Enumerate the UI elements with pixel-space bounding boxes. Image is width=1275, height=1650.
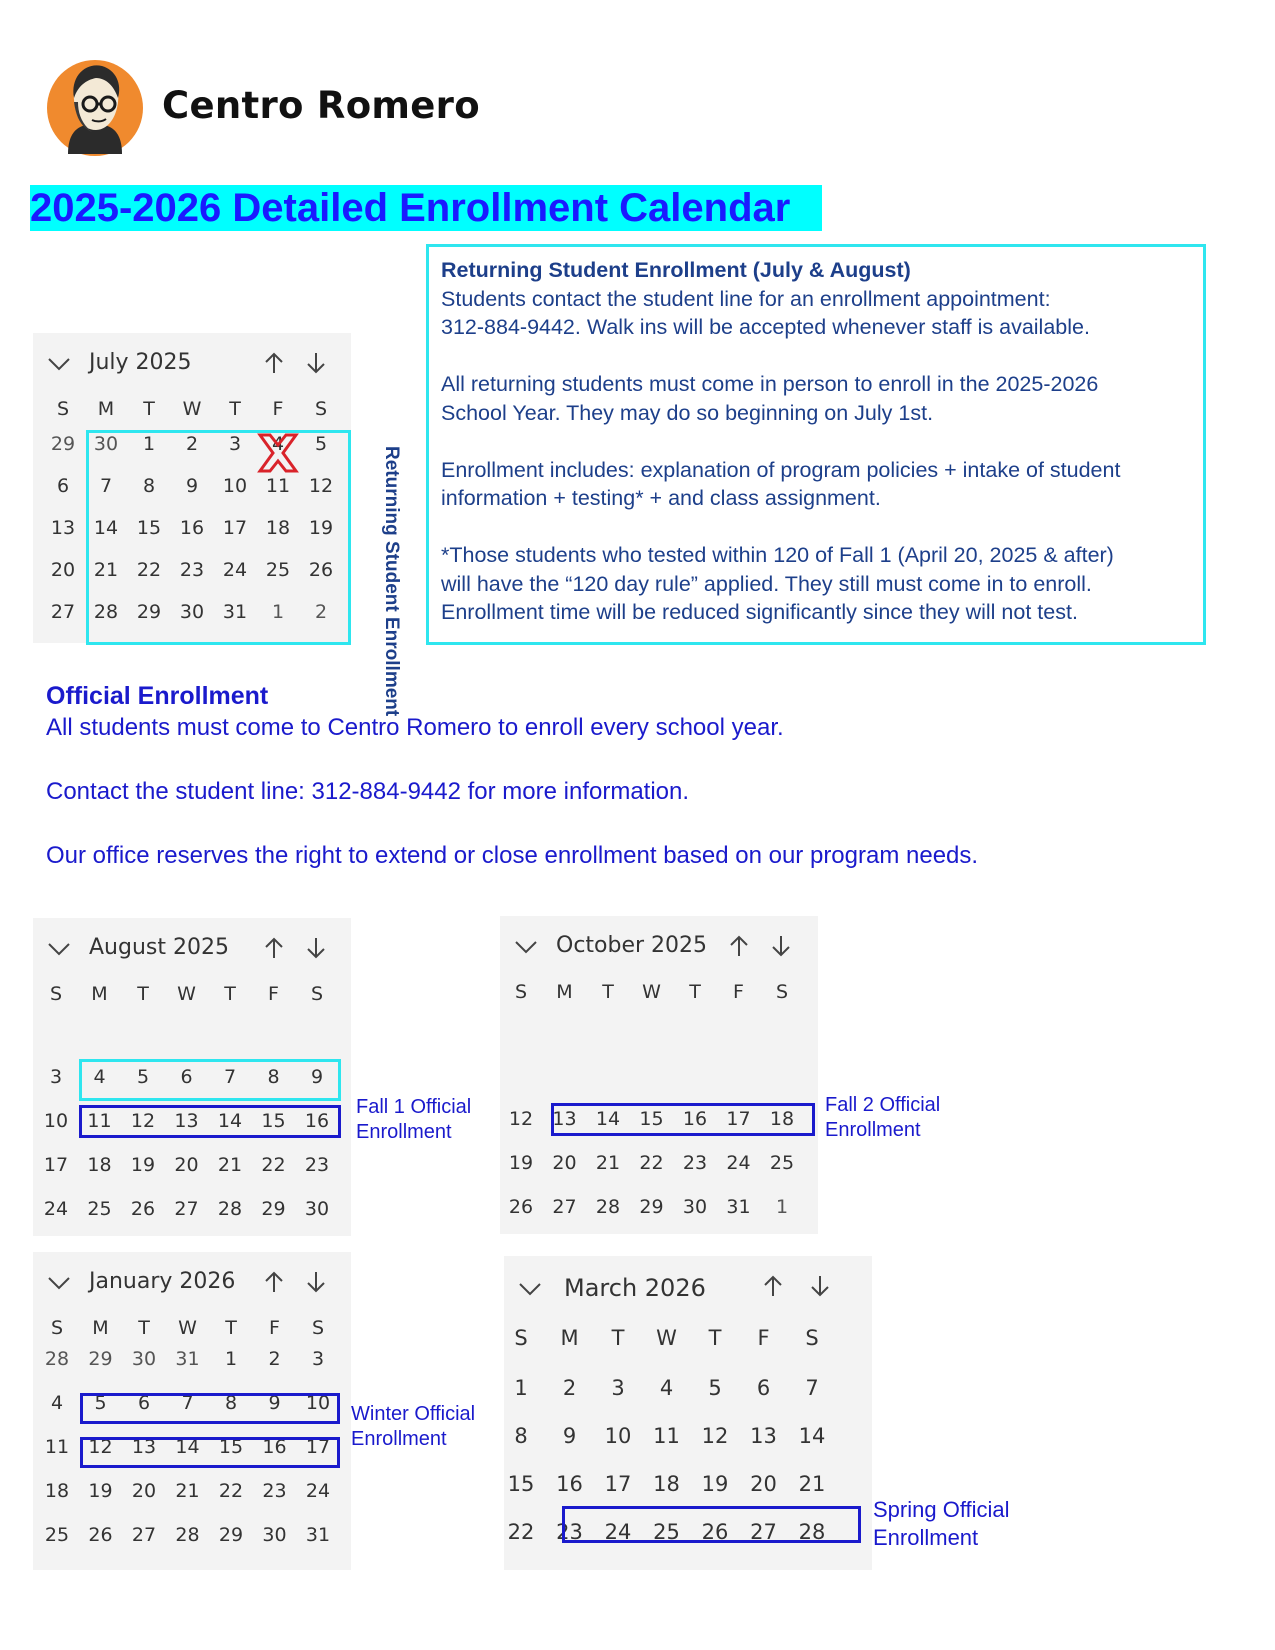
calendar-day: 1: [775, 1196, 789, 1218]
calendar-day: 6: [137, 1392, 151, 1414]
chevron-down-icon[interactable]: [47, 357, 71, 371]
calendar-day: 17: [305, 1436, 331, 1458]
calendar-day: 28: [595, 1196, 621, 1218]
returning-text-line: Students contact the student line for an enrollment appointment:: [441, 286, 1051, 311]
calendar-day: 20: [750, 1472, 777, 1496]
calendar-day: 13: [552, 1108, 577, 1130]
calendar-day: 26: [701, 1520, 729, 1544]
calendar-day: 1: [224, 1348, 238, 1370]
calendar-day: 19: [508, 1152, 534, 1174]
calendar-day: 11: [44, 1436, 70, 1458]
weekday-header: T: [225, 1317, 237, 1339]
calendar-day: 29: [218, 1524, 244, 1546]
calendar-day: 8: [267, 1066, 280, 1088]
calendar-day: 18: [44, 1480, 70, 1502]
returning-text-line: *Those students who tested within 120 of Fall 1 (April 20, 2025 & after): [441, 543, 1114, 567]
calendar-day: 22: [639, 1152, 664, 1174]
calendar-day: 18: [653, 1472, 680, 1496]
calendar-day: 19: [130, 1154, 156, 1176]
calendar-day: 3: [49, 1066, 63, 1088]
weekday-header: T: [611, 1326, 625, 1350]
calendar-day: 29: [88, 1348, 113, 1370]
arrow-down-icon[interactable]: [305, 1270, 327, 1294]
calendar-day: 5: [94, 1392, 107, 1414]
winter-official-highlight-week1: [80, 1393, 340, 1424]
weekday-header: W: [178, 1317, 197, 1339]
returning-heading: Returning Student Enrollment (July & August): [441, 258, 911, 282]
calendar-day: 14: [93, 517, 119, 539]
calendar-day: 15: [507, 1472, 535, 1496]
calendar-day: 1: [271, 601, 285, 623]
calendar-day: 2: [314, 601, 328, 623]
fall2-official-label: [825, 1093, 940, 1143]
calendar-month-title: August 2025: [89, 935, 229, 960]
fall1-official-highlight: [79, 1105, 341, 1138]
calendar-month-title: March 2026: [564, 1274, 706, 1302]
calendar-day: 30: [262, 1524, 287, 1546]
arrow-up-icon[interactable]: [263, 1270, 285, 1294]
chevron-down-icon[interactable]: [514, 940, 538, 954]
fall1-returning-week-highlight: [79, 1059, 341, 1101]
calendar-day: 25: [87, 1198, 112, 1220]
calendar-day: 22: [218, 1480, 244, 1502]
spring-official-highlight: [562, 1506, 861, 1543]
calendar-day: 19: [308, 517, 334, 539]
calendar-day: 29: [261, 1198, 286, 1220]
winter-official-highlight-week2: [80, 1437, 340, 1468]
calendar-day: 21: [595, 1152, 621, 1174]
calendar-day: 3: [311, 1348, 325, 1370]
calendar-day: 18: [87, 1154, 112, 1176]
calendar-day: 17: [726, 1108, 751, 1130]
calendar-day: 7: [223, 1066, 237, 1088]
calendar-day: 21: [217, 1154, 243, 1176]
calendar-day: 7: [181, 1392, 194, 1414]
calendar-day: 16: [682, 1108, 708, 1130]
calendar-day: 4: [93, 1066, 106, 1088]
arrow-up-icon[interactable]: [263, 351, 285, 375]
calendar-day: 29: [136, 601, 162, 623]
arrow-down-icon[interactable]: [809, 1274, 831, 1298]
weekday-header: F: [272, 398, 284, 420]
weekday-header: W: [182, 398, 202, 420]
weekday-header: F: [733, 981, 744, 1003]
weekday-header: T: [224, 983, 236, 1005]
calendar-day: 23: [304, 1154, 330, 1176]
calendar-day: 29: [50, 433, 76, 455]
calendar-day: 18: [265, 517, 291, 539]
returning-text-line: will have the “120 day rule” applied. They still must come in to enroll.: [441, 571, 1092, 596]
calendar-day: 2: [562, 1376, 577, 1400]
winter-official-label: [351, 1402, 475, 1452]
calendar-day: 29: [639, 1196, 664, 1218]
calendar-october-2025: [500, 916, 818, 1234]
weekday-header: S: [50, 1317, 64, 1339]
calendar-day: 31: [175, 1348, 200, 1370]
calendar-day: 17: [43, 1154, 69, 1176]
calendar-day: 10: [222, 475, 248, 497]
calendar-day: 15: [639, 1108, 664, 1130]
calendar-day: 20: [552, 1152, 577, 1174]
calendar-day: 19: [701, 1472, 729, 1496]
label-line: Enrollment: [825, 1119, 921, 1141]
weekday-header: T: [138, 1317, 150, 1339]
calendar-day: 2: [185, 433, 199, 455]
official-text-line: Contact the student line: 312-884-9442 for more information.: [46, 778, 690, 805]
calendar-day: 17: [604, 1472, 632, 1496]
calendar-day: 17: [222, 517, 248, 539]
calendar-month-title: July 2025: [89, 350, 192, 375]
calendar-day: 12: [701, 1424, 729, 1448]
arrow-down-icon[interactable]: [770, 934, 792, 958]
weekday-header: M: [560, 1326, 579, 1350]
org-name: Centro Romero: [162, 84, 480, 127]
calendar-day: 31: [726, 1196, 751, 1218]
calendar-day: 4: [50, 1392, 64, 1414]
calendar-day: 13: [750, 1424, 777, 1448]
calendar-day: 24: [305, 1480, 331, 1502]
calendar-day: 22: [136, 559, 162, 581]
weekday-header: S: [514, 1326, 528, 1350]
label-line: Fall 2 Official: [825, 1094, 941, 1116]
weekday-header: T: [602, 981, 614, 1003]
calendar-day: 13: [174, 1110, 199, 1132]
calendar-day: 9: [268, 1392, 281, 1414]
calendar-day: 12: [308, 475, 334, 497]
weekday-header: F: [757, 1326, 770, 1350]
calendar-month-title: January 2026: [89, 1269, 236, 1294]
calendar-day: 15: [136, 517, 162, 539]
weekday-header: F: [268, 983, 279, 1005]
fall2-official-highlight: [551, 1103, 815, 1136]
calendar-day: 10: [305, 1392, 331, 1414]
calendar-day: 16: [179, 517, 205, 539]
calendar-day: 12: [88, 1436, 113, 1458]
returning-enrollment-info-box: [426, 244, 1206, 645]
calendar-day: 13: [50, 517, 76, 539]
calendar-day: 14: [217, 1110, 243, 1132]
label-line: Winter Official: [351, 1403, 476, 1425]
returning-text-line: Enrollment includes: explanation of program policies + intake of student: [441, 457, 1121, 482]
calendar-day: 28: [217, 1198, 243, 1220]
arrow-up-icon[interactable]: [728, 934, 750, 958]
calendar-day: 28: [798, 1520, 826, 1544]
calendar-day: 30: [131, 1348, 157, 1370]
calendar-day: 25: [653, 1520, 680, 1544]
calendar-day: 27: [50, 601, 76, 623]
official-enrollment-section: [46, 680, 1196, 872]
returning-label-text: Returning Student Enrollment: [381, 446, 402, 717]
weekday-header: M: [91, 983, 108, 1005]
calendar-day: 11: [87, 1110, 112, 1132]
spring-official-label: [873, 1496, 1010, 1552]
official-text-line: All students must come to Centro Romero to enroll every school year.: [46, 714, 784, 741]
calendar-day: 25: [265, 559, 291, 581]
label-line: Fall 1 Official: [356, 1096, 472, 1118]
weekday-header: W: [177, 983, 196, 1005]
calendar-day: 4: [271, 433, 285, 455]
calendar-day: 27: [174, 1198, 199, 1220]
calendar-day: 9: [185, 475, 199, 497]
calendar-day: 24: [726, 1152, 751, 1174]
calendar-day: 30: [304, 1198, 330, 1220]
calendar-day: 8: [142, 475, 156, 497]
calendar-day: 31: [305, 1524, 331, 1546]
calendar-day: 16: [304, 1110, 330, 1132]
calendar-day: 11: [265, 475, 291, 497]
centro-romero-logo: [46, 58, 144, 158]
weekday-header: S: [310, 983, 324, 1005]
calendar-day: 12: [508, 1108, 534, 1130]
chevron-down-icon[interactable]: [47, 1276, 71, 1290]
calendar-day: 30: [682, 1196, 708, 1218]
weekday-header: M: [92, 1317, 109, 1339]
label-line: Enrollment: [351, 1428, 447, 1450]
weekday-header: M: [97, 398, 115, 420]
calendar-day: 3: [611, 1376, 625, 1400]
calendar-day: 28: [175, 1524, 200, 1546]
calendar-day: 25: [44, 1524, 70, 1546]
chevron-down-icon[interactable]: [47, 942, 71, 956]
label-line: Enrollment: [873, 1525, 979, 1550]
label-line: Enrollment: [356, 1121, 452, 1143]
calendar-day: 21: [93, 559, 119, 581]
weekday-header: S: [56, 398, 70, 420]
weekday-header: S: [314, 398, 328, 420]
label-line: Spring Official: [873, 1497, 1010, 1522]
calendar-day: 28: [44, 1348, 70, 1370]
calendar-day: 14: [595, 1108, 621, 1130]
page-title: 2025-2026 Detailed Enrollment Calendar: [30, 185, 822, 231]
calendar-day: 24: [43, 1198, 69, 1220]
calendar-day: 30: [179, 601, 205, 623]
calendar-day: 11: [653, 1424, 680, 1448]
calendar-month-title: October 2025: [556, 933, 708, 958]
calendar-day: 26: [508, 1196, 534, 1218]
calendar-day: 5: [708, 1376, 722, 1400]
calendar-day: 23: [179, 559, 205, 581]
calendar-day: 14: [175, 1436, 200, 1458]
weekday-header: T: [229, 398, 241, 420]
calendar-day: 24: [604, 1520, 632, 1544]
returning-enrollment-highlight: [86, 430, 351, 645]
calendar-day: 30: [93, 433, 119, 455]
calendar-day: 23: [262, 1480, 287, 1502]
calendar-day: 10: [604, 1424, 632, 1448]
calendar-day: 27: [131, 1524, 157, 1546]
calendar-day: 28: [93, 601, 119, 623]
calendar-day: 19: [88, 1480, 113, 1502]
returning-text-line: School Year. They may do so beginning on July 1st.: [441, 400, 934, 425]
calendar-day: 24: [222, 559, 248, 581]
calendar-day: 21: [798, 1472, 826, 1496]
calendar-day: 13: [131, 1436, 157, 1458]
calendar-day: 2: [268, 1348, 281, 1370]
weekday-header: T: [137, 983, 149, 1005]
returning-student-enrollment-label: [356, 446, 406, 717]
weekday-header: W: [642, 981, 661, 1003]
calendar-day: 10: [43, 1110, 69, 1132]
calendar-day: 12: [130, 1110, 156, 1132]
holiday-x-icon: [254, 431, 302, 475]
weekday-header: S: [805, 1326, 819, 1350]
calendar-day: 5: [314, 433, 328, 455]
weekday-header: F: [269, 1317, 280, 1339]
calendar-day: 22: [261, 1154, 286, 1176]
calendar-day: 9: [310, 1066, 324, 1088]
calendar-day: 20: [50, 559, 76, 581]
calendar-day: 8: [224, 1392, 238, 1414]
returning-text-line: 312-884-9442. Walk ins will be accepted whenever staff is available.: [441, 315, 1090, 339]
calendar-day: 18: [769, 1108, 795, 1130]
calendar-day: 20: [174, 1154, 199, 1176]
calendar-day: 15: [261, 1110, 286, 1132]
calendar-day: 23: [556, 1520, 583, 1544]
calendar-day: 26: [88, 1524, 113, 1546]
returning-text-line: information + testing* + and class assignment.: [441, 486, 881, 510]
arrow-down-icon[interactable]: [305, 936, 327, 960]
calendar-day: 16: [262, 1436, 287, 1458]
arrow-up-icon[interactable]: [263, 936, 285, 960]
calendar-day: 6: [180, 1066, 193, 1088]
official-heading: Official Enrollment: [46, 682, 269, 710]
weekday-header: T: [143, 398, 155, 420]
calendar-day: 22: [507, 1520, 535, 1544]
weekday-header: S: [49, 983, 63, 1005]
calendar-day: 25: [769, 1152, 795, 1174]
calendar-day: 8: [514, 1424, 528, 1448]
calendar-day: 1: [142, 433, 156, 455]
fall1-official-label: [356, 1095, 471, 1145]
chevron-down-icon[interactable]: [518, 1282, 542, 1296]
weekday-header: M: [556, 981, 573, 1003]
calendar-day: 20: [131, 1480, 157, 1502]
calendar-day: 7: [805, 1376, 819, 1400]
weekday-header: T: [708, 1326, 722, 1350]
calendar-day: 1: [514, 1376, 528, 1400]
weekday-header: S: [514, 981, 528, 1003]
calendar-day: 6: [56, 475, 70, 497]
returning-text-line: Enrollment time will be reduced significantly since they will not test.: [441, 600, 1078, 624]
calendar-day: 27: [750, 1520, 777, 1544]
weekday-header: T: [689, 981, 701, 1003]
calendar-day: 3: [228, 433, 242, 455]
weekday-header: W: [656, 1326, 677, 1350]
returning-text-line: All returning students must come in person to enroll in the 2025-2026: [441, 372, 1099, 396]
arrow-up-icon[interactable]: [762, 1274, 784, 1298]
calendar-day: 9: [562, 1424, 577, 1448]
arrow-down-icon[interactable]: [305, 351, 327, 375]
calendar-day: 15: [218, 1436, 244, 1458]
calendar-day: 27: [552, 1196, 577, 1218]
weekday-header: S: [775, 981, 789, 1003]
calendar-day: 21: [175, 1480, 200, 1502]
calendar-day: 26: [308, 559, 334, 581]
calendar-day: 6: [756, 1376, 771, 1400]
calendar-day: 7: [99, 475, 113, 497]
calendar-day: 26: [130, 1198, 156, 1220]
weekday-header: S: [311, 1317, 325, 1339]
calendar-day: 4: [659, 1376, 674, 1400]
calendar-day: 16: [556, 1472, 583, 1496]
calendar-day: 31: [222, 601, 248, 623]
calendar-day: 5: [136, 1066, 150, 1088]
calendar-day: 14: [798, 1424, 826, 1448]
calendar-day: 23: [682, 1152, 708, 1174]
official-text-line: Our office reserves the right to extend or close enrollment based on our program needs.: [46, 842, 979, 869]
